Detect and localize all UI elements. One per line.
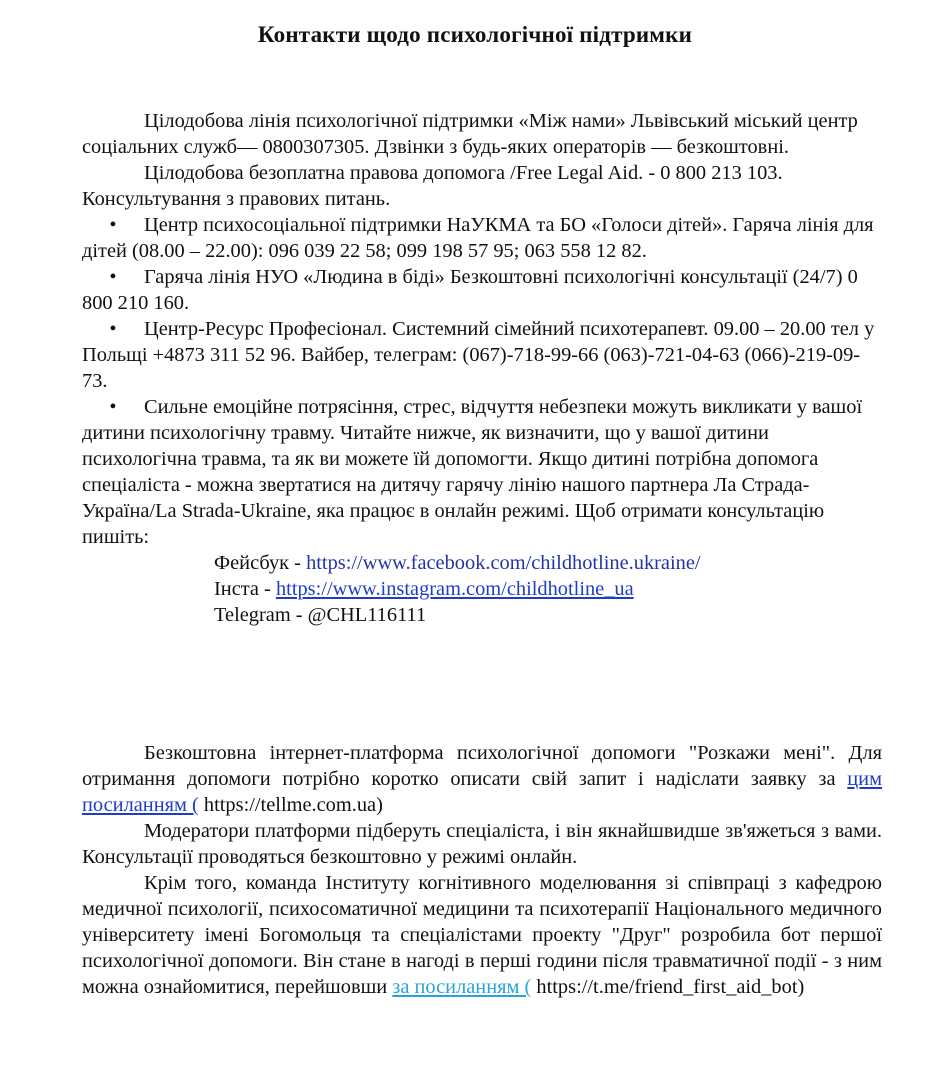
bot-link[interactable]: за посиланням ( xyxy=(392,976,532,998)
instagram-link[interactable]: https://www.instagram.com/childhotline_ua xyxy=(275,578,634,600)
bullet: • xyxy=(109,318,117,340)
paragraph-moderators: Модератори платформи підберуть спеціаліста, і він якнайшвидше зв'яжеться з вами. Консультації проводяться безкоштовно у режимі онлайн. xyxy=(82,820,882,868)
contact-facebook: Фейсбук - https://www.facebook.com/childhotline.ukraine/ xyxy=(214,552,701,574)
bullet: • xyxy=(109,214,117,236)
list-item-tsentr-resurs: • Центр-Ресурс Професіонал. Системний сімейний психотерапевт. 09.00 – 20.00 тел у Польщі +4873 311 52 96. Вайбер, телеграм: (067)-718-99-66 (063)-721-04-63 (066)-219-09-73. xyxy=(82,318,875,392)
platform-section xyxy=(82,740,882,1000)
bullet: • xyxy=(109,396,117,418)
list-item-child-trauma: • Сильне емоційне потрясіння, стрес, відчуття небезпеки можуть викликати у вашої дитини психологічну травму. Читайте нижче, як визначити, що у вашої дитини психологічна травма, та як ви можете їй допомогти. Якщо дитині потрібна допомога спеціаліста - можна звертатися на дитячу гарячу лінію нашого партнера Ла Страда-Україна/La Strada-Ukraine, яка працює в онлайн режимі. Щоб отримати консультацію пишіть: xyxy=(82,396,863,548)
facebook-link[interactable]: https://www.facebook.com/childhotline.ukraine/ xyxy=(306,552,701,574)
paragraph-tellme: Безкоштовна інтернет-платформа психологічної допомоги "Розкажи мені". Для отримання допомоги потрібно коротко описати свій запит і надіслати заявку за цим посиланням ( https://tellme.com.ua) xyxy=(82,742,882,816)
contact-telegram: Telegram - @CHL116111 xyxy=(214,604,427,626)
list-item-lyudyna-v-bidi: • Гаряча лінія НУО «Людина в біді» Безкоштовні психологічні консультації (24/7) 0 800 210 160. xyxy=(82,266,858,314)
paragraph-bot: Крім того, команда Інституту когнітивного моделювання зі співпраці з кафедрою медичної психології, психосоматичної медицини та психотерапії Національного медичного університету імені Богомольця та спеціалістами проекту "Друг" розробила бот першої психологічної допомоги. Він стане в нагоді в перші години після травматичної події - з ним можна ознайомитися, перейшовши за посиланням ( https://t.me/friend_first_aid_bot) xyxy=(82,872,882,998)
paragraph-free-legal-aid: Цілодобова безоплатна правова допомога /Free Legal Aid. - 0 800 213 103. Консультування з правових питань. xyxy=(82,162,783,210)
contacts-list xyxy=(82,108,882,628)
page-title: Контакти щодо психологічної підтримки xyxy=(257,22,693,47)
list-item-naukma: • Центр психосоціальної підтримки НаУКМА та БО «Голоси дітей». Гаряча лінія для дітей (08.00 – 22.00): 096 039 22 58; 099 198 57 95; 063 558 12 82. xyxy=(82,214,874,262)
bullet: • xyxy=(109,266,117,288)
paragraph-mizh-namy: Цілодобова лінія психологічної підтримки «Між нами» Львівський міський центр соціальних служб— 0800307305. Дзвінки з будь-яких операторів — безкоштовні. xyxy=(82,110,858,158)
tellme-link[interactable]: цим посиланням ( xyxy=(82,768,882,816)
contact-instagram: Інста - https://www.instagram.com/childhotline_ua xyxy=(214,578,634,600)
